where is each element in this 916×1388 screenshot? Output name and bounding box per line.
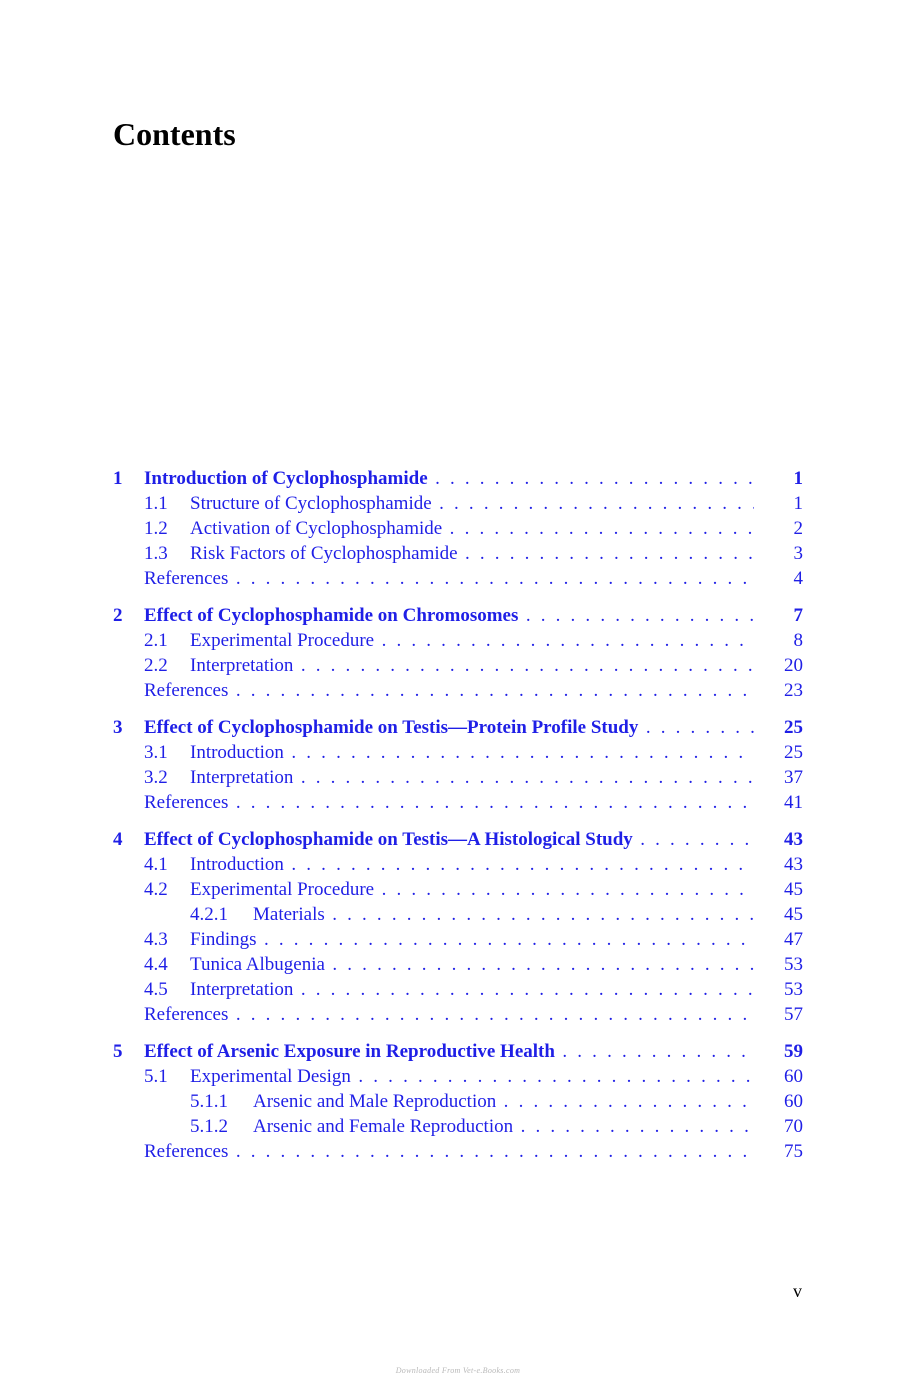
entry-number: 2.1: [144, 630, 168, 651]
entry-number: 4.2.1: [190, 904, 228, 925]
entry-number: 1.3: [144, 543, 168, 564]
entry-title: Experimental Procedure . . .: [190, 628, 754, 653]
entry-page: 53: [784, 954, 803, 975]
entry-page: 1: [793, 468, 803, 489]
entry-number: 2: [113, 605, 123, 626]
entry-title: References . . .: [144, 678, 754, 703]
entry-title: References . . .: [144, 566, 754, 591]
entry-title: Experimental Design . . .: [190, 1064, 754, 1089]
entry-number: 4: [113, 829, 123, 850]
entry-page: 37: [784, 767, 803, 788]
entry-page: 45: [784, 879, 803, 900]
toc-entry-references[interactable]: [113, 1002, 806, 1027]
entry-number: 4.2: [144, 879, 168, 900]
entry-title: Arsenic and Female Reproduction . . .: [253, 1114, 754, 1139]
entry-number: 2.2: [144, 655, 168, 676]
entry-number: 4.4: [144, 954, 168, 975]
entry-page: 25: [784, 742, 803, 763]
toc-chapter-3: [113, 715, 806, 815]
entry-page: 7: [793, 605, 803, 626]
entry-page: 4: [793, 568, 803, 589]
entry-title: Interpretation . . .: [190, 765, 754, 790]
entry-title: Findings . . .: [190, 927, 754, 952]
entry-number: 3.1: [144, 742, 168, 763]
toc-entry-section[interactable]: [113, 516, 806, 541]
toc-entry-section[interactable]: [113, 1064, 806, 1089]
entry-title: Effect of Cyclophosphamide on Testis—Protein Profile Study . . .: [144, 715, 754, 740]
entry-title: Effect of Arsenic Exposure in Reproductive Health . . .: [144, 1039, 754, 1064]
toc-entry-section[interactable]: [113, 653, 806, 678]
entry-number: 1.1: [144, 493, 168, 514]
entry-number: 4.3: [144, 929, 168, 950]
entry-title: References . . .: [144, 1002, 754, 1027]
toc-entry-references[interactable]: [113, 1139, 806, 1164]
entry-page: 41: [784, 792, 803, 813]
entry-page: 60: [784, 1091, 803, 1112]
entry-page: 43: [784, 854, 803, 875]
toc-entry-chapter[interactable]: [113, 603, 806, 628]
toc-entry-subsection[interactable]: [113, 1089, 806, 1114]
entry-title: Structure of Cyclophosphamide . . .: [190, 491, 754, 516]
entry-page: 70: [784, 1116, 803, 1137]
watermark: Downloaded From Vet-e.Books.com: [395, 1366, 521, 1375]
toc-entry-references[interactable]: [113, 566, 806, 591]
toc-chapter-5: [113, 1039, 806, 1164]
entry-number: 3.2: [144, 767, 168, 788]
entry-number: 5.1.2: [190, 1116, 228, 1137]
entry-title: Interpretation . . .: [190, 977, 754, 1002]
entry-number: 1.2: [144, 518, 168, 539]
toc-entry-section[interactable]: [113, 852, 806, 877]
entry-title: Activation of Cyclophosphamide . . .: [190, 516, 754, 541]
table-of-contents: [113, 466, 806, 1176]
toc-entry-section[interactable]: [113, 927, 806, 952]
entry-page: 45: [784, 904, 803, 925]
toc-entry-section[interactable]: [113, 977, 806, 1002]
toc-entry-section[interactable]: [113, 952, 806, 977]
entry-page: 3: [793, 543, 803, 564]
toc-entry-chapter[interactable]: [113, 1039, 806, 1064]
entry-page: 1: [793, 493, 803, 514]
entry-title: Experimental Procedure . . .: [190, 877, 754, 902]
entry-page: 47: [784, 929, 803, 950]
toc-entry-section[interactable]: [113, 740, 806, 765]
entry-title: Risk Factors of Cyclophosphamide . . .: [190, 541, 754, 566]
entry-page: 2: [793, 518, 803, 539]
entry-title: Effect of Cyclophosphamide on Testis—A Histological Study . . .: [144, 827, 754, 852]
entry-title: Effect of Cyclophosphamide on Chromosomes . . .: [144, 603, 754, 628]
entry-page: 60: [784, 1066, 803, 1087]
entry-title: Introduction of Cyclophosphamide . . .: [144, 466, 754, 491]
entry-title: Materials . . .: [253, 902, 754, 927]
entry-page: 57: [784, 1004, 803, 1025]
page-number: v: [793, 1281, 802, 1301]
toc-entry-references[interactable]: [113, 790, 806, 815]
entry-page: 20: [784, 655, 803, 676]
entry-title: Arsenic and Male Reproduction . . .: [253, 1089, 754, 1114]
entry-page: 75: [784, 1141, 803, 1162]
toc-entry-subsection[interactable]: [113, 902, 806, 927]
toc-entry-section[interactable]: [113, 765, 806, 790]
entry-title: Interpretation . . .: [190, 653, 754, 678]
entry-number: 3: [113, 717, 123, 738]
entry-number: 5: [113, 1041, 123, 1062]
toc-entry-chapter[interactable]: [113, 466, 806, 491]
entry-page: 43: [784, 829, 803, 850]
toc-entry-subsection[interactable]: [113, 1114, 806, 1139]
toc-chapter-1: [113, 466, 806, 591]
toc-entry-chapter[interactable]: [113, 715, 806, 740]
entry-number: 5.1: [144, 1066, 168, 1087]
entry-page: 8: [793, 630, 803, 651]
toc-chapter-2: [113, 603, 806, 703]
entry-page: 53: [784, 979, 803, 1000]
entry-number: 4.5: [144, 979, 168, 1000]
entry-page: 59: [784, 1041, 803, 1062]
entry-page: 23: [784, 680, 803, 701]
toc-entry-chapter[interactable]: [113, 827, 806, 852]
toc-entry-section[interactable]: [113, 877, 806, 902]
entry-title: Introduction . . .: [190, 740, 754, 765]
entry-number: 5.1.1: [190, 1091, 228, 1112]
entry-page: 25: [784, 717, 803, 738]
entry-title: Introduction . . .: [190, 852, 754, 877]
page-title: Contents: [113, 116, 236, 152]
entry-number: 4.1: [144, 854, 168, 875]
toc-entry-section[interactable]: [113, 491, 806, 516]
toc-chapter-4: [113, 827, 806, 1027]
toc-entry-section[interactable]: [113, 541, 806, 566]
entry-title: Tunica Albugenia . . .: [190, 952, 754, 977]
toc-entry-section[interactable]: [113, 628, 806, 653]
entry-number: 1: [113, 468, 123, 489]
entry-title: References . . .: [144, 790, 754, 815]
toc-entry-references[interactable]: [113, 678, 806, 703]
entry-title: References . . .: [144, 1139, 754, 1164]
